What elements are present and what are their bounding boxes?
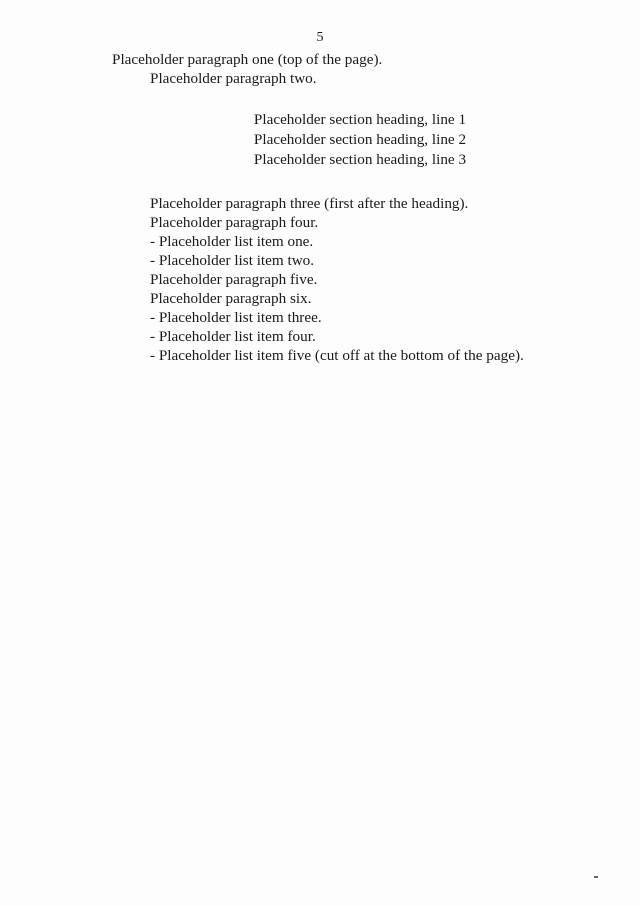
section-heading-line: Placeholder section heading, line 1 <box>253 111 467 128</box>
list-item: - Placeholder list item two. <box>150 252 315 269</box>
page-content <box>112 50 608 365</box>
list-item: - Placeholder list item three. <box>150 309 322 326</box>
paragraph-balance: Placeholder paragraph two. <box>150 70 317 87</box>
paragraph-results-intro: Placeholder paragraph six. <box>150 290 312 307</box>
section-heading-line: Placeholder section heading, line 3 <box>253 151 467 168</box>
list-item: - Placeholder list item five (cut off at the bottom of the page). <box>150 347 524 364</box>
paragraph-tasks-intro: Placeholder paragraph four. <box>150 214 319 231</box>
scan-mark <box>594 876 598 878</box>
paragraph-continuation: Placeholder paragraph one (top of the page). <box>112 51 383 68</box>
paragraph-goal: Placeholder paragraph three (first after the heading). <box>150 195 469 212</box>
list-item: - Placeholder list item one. <box>150 233 314 250</box>
list-item: - Placeholder list item four. <box>150 328 316 345</box>
paragraph-indicators: Placeholder paragraph five. <box>150 271 318 288</box>
page-number: 5 <box>316 30 324 45</box>
section-heading <box>112 110 608 170</box>
section-heading-line: Placeholder section heading, line 2 <box>253 131 467 148</box>
